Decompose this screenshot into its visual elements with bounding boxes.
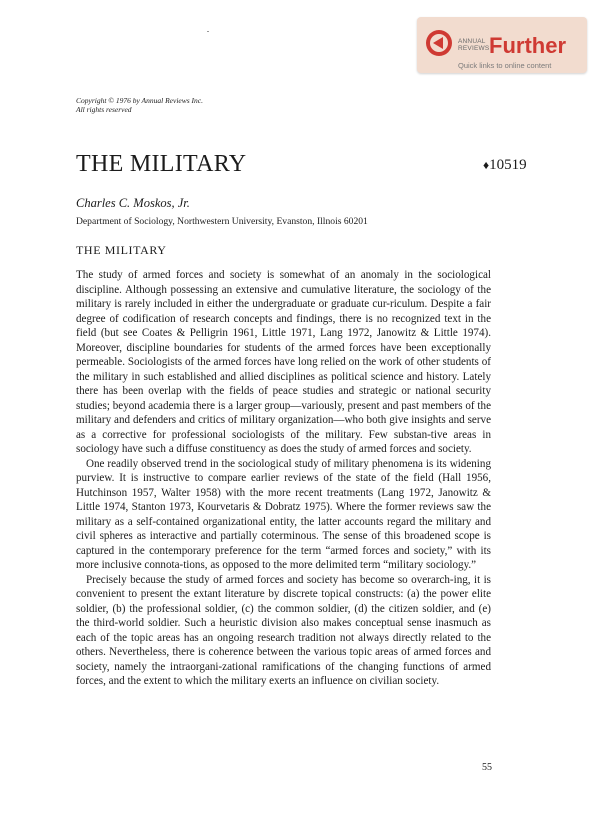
author-name: Charles C. Moskos, Jr. xyxy=(76,196,190,210)
rights-line: All rights reserved xyxy=(76,105,132,114)
diamond-icon: ♦ xyxy=(483,158,490,172)
stray-mark xyxy=(207,31,209,32)
further-label: Further xyxy=(489,33,566,58)
annual-reviews-logo-icon xyxy=(425,29,453,57)
brand-small-label: ANNUAL REVIEWS xyxy=(458,38,490,52)
body-paragraph: Precisely because the study of armed forces and society has become so overarch-ing, it is convenient to present the extant literature by discrete topical constructs: (a) the power elite soldier, (b) the professional soldier, (c) the common soldier, (d) the citizen soldier, and (e) the third-world soldier. Such a heuristic division also makes conceptual sense inasmuch as each of the topic areas has an ongoing research tradition not always directly related to the others. Nevertheless, there is coherence between the various topic areas of armed forces and society, namely the intraorgani-zational ramifications of the changing functions of armed forces, and the extent to which the military exerts an influence on civilian society. xyxy=(76,573,491,687)
body-paragraph: The study of armed forces and society is somewhat of an anomaly in the sociological discipline. Although possessing an extensive and cumulative literature, the sociology of the military is rarely included in either the undergraduate or graduate cur-riculum. Despite a fair degree of codification of research concepts and findings, there is no recognized text in the field (but see Coates & Pelligrin 1961, Little 1971, Lang 1972, Janowitz & Little 1974). Moreover, discipline boundaries for students of the armed forces have been exceptionally permeable. Sociologists of the armed forces have long relied on the work of other students of the military in such established and allied disciplines as political science and history. Lately there has been overlap with the fields of peace studies and strategic or national security studies; beyond academia there is a larger group—variously, present and past members of the military and defenders and critics of military organization—who both give insights and serve as a corrective for professional sociologists of the military. Few substan-tive areas in sociology have such a diffuse constituency as does the study of armed forces and society. xyxy=(76,269,491,455)
article-body xyxy=(76,268,491,689)
banner-tagline: Quick links to online content xyxy=(458,61,552,70)
further-banner[interactable] xyxy=(417,17,587,73)
copyright-line: Copyright © 1976 by Annual Reviews Inc. xyxy=(76,96,203,105)
section-heading: THE MILITARY xyxy=(76,243,167,257)
article-code-number: 10519 xyxy=(489,157,527,173)
article-code xyxy=(483,156,527,174)
body-paragraph: One readily observed trend in the sociological study of military phenomena is its widening purview. It is instructive to compare earlier reviews of the state of the field (Hall 1956, Hutchinson 1957, Walter 1958) with the more recent treatments (Lang 1972, Janowitz & Little 1974, Stanton 1973, Kourvetaris & Dobratz 1975). Where the former reviews saw the military as a self-contained organizational entity, the latter accounts regard the military and civil spheres as interactive and partially coterminous. The sense of this broadened scope is captured in the contemporary preference for the term “armed forces and society,” with its more inclusive connota-tions, as opposed to the more delimited term “military sociology.” xyxy=(76,457,491,571)
author-affiliation: Department of Sociology, Northwestern University, Evanston, Illnois 60201 xyxy=(76,216,368,227)
article-title: THE MILITARY xyxy=(76,151,247,177)
page-number: 55 xyxy=(482,762,492,773)
copyright-notice xyxy=(76,96,203,114)
